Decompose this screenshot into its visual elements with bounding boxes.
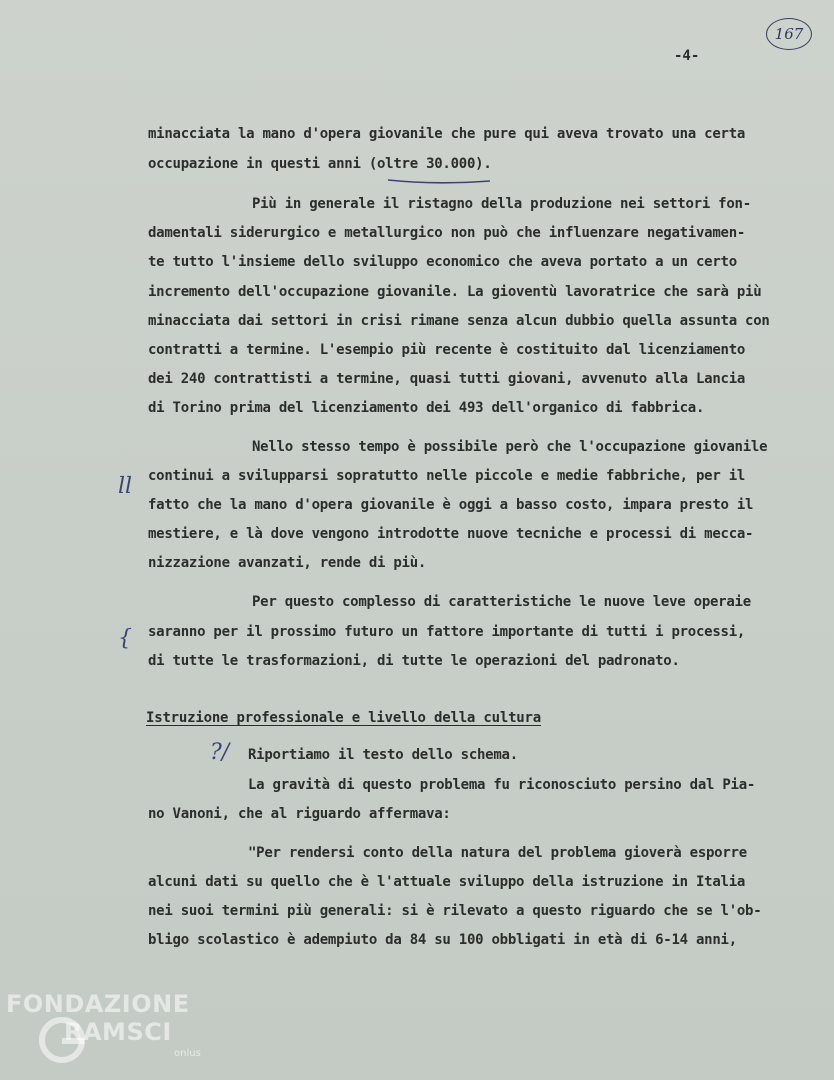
text-line: saranno per il prossimo futuro un fattore importante di tutti i processi, bbox=[148, 624, 746, 640]
text-line: Riportiamo il testo dello schema. bbox=[248, 747, 518, 763]
text-line: te tutto l'insieme dello sviluppo economico che aveva portato a un certo bbox=[148, 254, 737, 270]
margin-mark-double-line: ll bbox=[118, 474, 133, 499]
section-heading: Istruzione professionale e livello della cultura bbox=[146, 710, 541, 726]
text-line: Per questo complesso di caratteristiche le nuove leve operaie bbox=[252, 594, 751, 610]
text-line: contratti a termine. L'esempio più recente è costituito dal licenziamento bbox=[148, 342, 746, 358]
page-number: -4- bbox=[674, 48, 700, 64]
text-line: damentali siderurgico e metallurgico non può che influenzare negativamen- bbox=[148, 225, 746, 241]
text-line: Più in generale il ristagno della produzione nei settori fon- bbox=[252, 196, 751, 212]
text-line: alcuni dati su quello che è l'attuale sviluppo della istruzione in Italia bbox=[148, 874, 746, 890]
text-line: continui a svilupparsi sopratutto nelle piccole e medie fabbriche, per il bbox=[148, 468, 746, 484]
text-line: nei suoi termini più generali: si è rilevato a questo riguardo che se l'ob- bbox=[148, 903, 762, 919]
text-line: incremento dell'occupazione giovanile. La gioventù lavoratrice che sarà più bbox=[148, 284, 762, 300]
text-line: La gravità di questo problema fu riconosciuto persino dal Pia- bbox=[248, 777, 756, 793]
text-line: nizzazione avanzati, rende di più. bbox=[148, 555, 427, 571]
text-line: no Vanoni, che al riguardo affermava: bbox=[148, 806, 451, 822]
watermark-line-3: onlus bbox=[174, 1048, 201, 1059]
text-line: minacciata la mano d'opera giovanile che pure qui aveva trovato una certa bbox=[148, 126, 746, 142]
margin-mark-question: ?/ bbox=[210, 740, 230, 765]
margin-mark-brace: { bbox=[118, 626, 132, 651]
text-line: mestiere, e là dove vengono introdotte nuove tecniche e processi di mecca- bbox=[148, 526, 754, 542]
watermark-line-2: RAMSCI bbox=[64, 1018, 172, 1046]
text-line: Nello stesso tempo è possibile però che l'occupazione giovanile bbox=[252, 439, 768, 455]
archive-number-stamp: 167 bbox=[766, 18, 812, 50]
text-line: di Torino prima del licenziamento dei 493 dell'organico di fabbrica. bbox=[148, 400, 705, 416]
text-line: bligo scolastico è adempiuto da 84 su 100 obbligati in età di 6-14 anni, bbox=[148, 932, 737, 948]
handwritten-underline bbox=[386, 176, 492, 186]
text-line: dei 240 contrattisti a termine, quasi tutti giovani, avvenuto alla Lancia bbox=[148, 371, 746, 387]
text-line: occupazione in questi anni (oltre 30.000). bbox=[148, 156, 492, 172]
text-line: fatto che la mano d'opera giovanile è oggi a basso costo, impara presto il bbox=[148, 497, 754, 513]
watermark-logo bbox=[6, 990, 226, 1070]
text-line: di tutte le trasformazioni, di tutte le operazioni del padronato. bbox=[148, 653, 680, 669]
text-line: minacciata dai settori in crisi rimane senza alcun dubbio quella assunta con bbox=[148, 313, 770, 329]
text-line: "Per rendersi conto della natura del problema gioverà esporre bbox=[248, 845, 747, 861]
watermark-line-1: FONDAZIONE bbox=[6, 990, 190, 1018]
